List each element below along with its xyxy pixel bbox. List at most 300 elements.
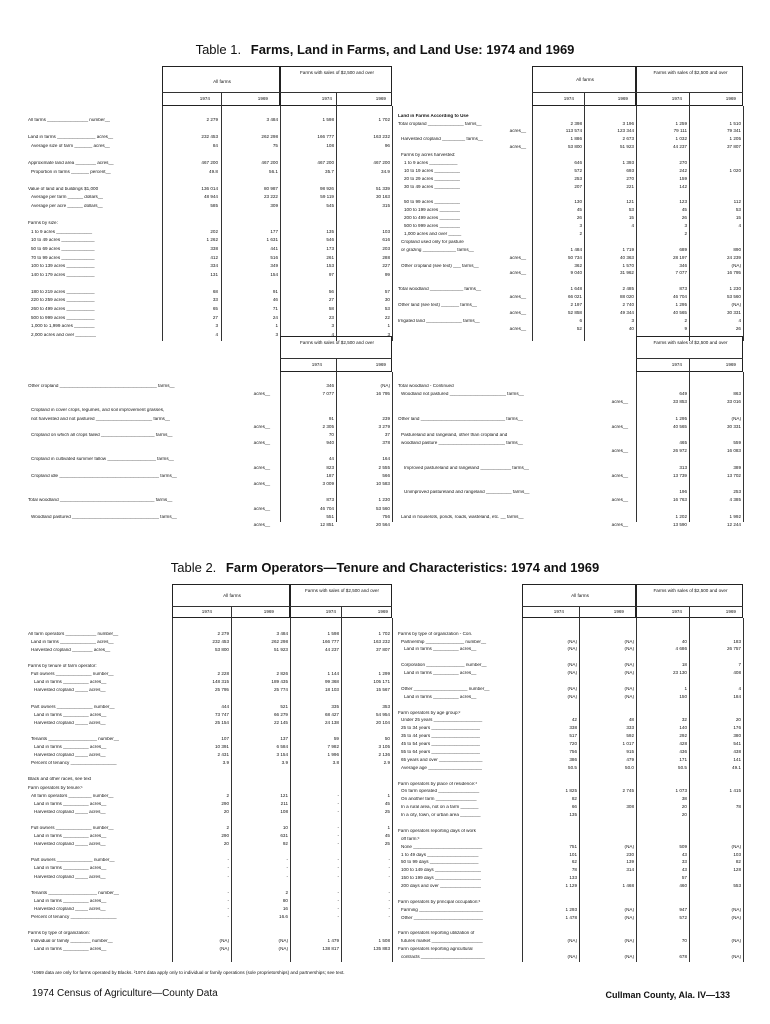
cell-value: 227 — [382, 264, 390, 269]
table-row — [28, 211, 392, 220]
cell-value: 2 136 — [378, 753, 390, 758]
cell-value: 428 — [679, 742, 687, 747]
cell-value: 107 — [221, 736, 229, 741]
row-label: Percent of tenancy __________________ — [31, 761, 117, 766]
cell-value: 646 — [574, 160, 582, 165]
cell-value: 3 154 — [276, 753, 288, 758]
row-label: All farms ________________ number__ — [28, 118, 110, 122]
cell-value: 2 — [684, 232, 687, 236]
row-label: Land in farms __________ acres__ — [34, 834, 107, 839]
cell-value: 566 — [382, 473, 390, 478]
table-row — [28, 873, 392, 881]
table-row — [398, 309, 743, 317]
table-row — [28, 760, 392, 768]
cell-value: (NA) — [219, 939, 229, 944]
cell-value: 51 923 — [273, 647, 288, 652]
table-row — [398, 199, 743, 207]
cell-value: 444 — [221, 704, 229, 709]
table-row — [398, 740, 743, 748]
table-row — [398, 207, 743, 215]
cell-value: 3.9 — [222, 761, 229, 766]
table-row — [28, 800, 392, 808]
cell-value: 3 105 — [378, 745, 390, 750]
row-label: Under 25 years ___________________ — [401, 718, 483, 723]
cell-value: 2 — [684, 318, 687, 323]
cell-value: 1 702 — [378, 118, 390, 122]
cell-value: (NA) — [624, 671, 634, 676]
cell-value: 37 807 — [375, 647, 390, 652]
table-row — [28, 398, 392, 406]
table-row — [398, 151, 743, 159]
cell-value: 756 — [382, 514, 390, 519]
cell-value: 59 119 — [320, 195, 334, 200]
row-label: 65 years and over _________________ — [401, 757, 483, 762]
cell-value: 1 — [387, 826, 390, 830]
cell-value: (NA) — [278, 939, 288, 944]
cell-value: 3 009 — [322, 482, 334, 487]
cell-value: 346 — [326, 383, 334, 388]
cell-value: 386 — [569, 757, 577, 762]
table-row — [28, 840, 392, 848]
table-row — [28, 816, 392, 824]
table-row — [398, 764, 743, 772]
cell-value: 1 295 — [675, 416, 687, 421]
year-1969: 1969 — [257, 96, 268, 101]
row-label: Pastureland and rangeland, other than cropland and — [401, 432, 508, 437]
row-label: Total woodland _____________ farms__ — [398, 287, 482, 292]
cell-value: 1 — [387, 793, 390, 798]
table-row — [28, 938, 392, 946]
cell-value: - — [337, 842, 339, 847]
cell-value: 873 — [326, 498, 334, 503]
cell-value: 2 305 — [322, 424, 334, 429]
table1-lower-left — [28, 336, 392, 526]
table-row — [28, 630, 392, 638]
table-row — [398, 278, 743, 286]
row-label: In a rural area, not on a farm _______ — [401, 805, 479, 810]
cell-value: 59 — [333, 736, 339, 741]
cell-value: (NA) — [624, 915, 634, 920]
cell-value: 3 — [684, 224, 687, 229]
cell-value: 53 — [384, 307, 390, 312]
row-label: 10 to 49 acres _____________ — [31, 238, 95, 243]
cell-value: 40 — [681, 639, 687, 644]
cell-value: - — [388, 866, 390, 871]
cell-value: (NA) — [624, 844, 634, 849]
row-label: All farm operators ____________ number__ — [28, 631, 119, 636]
cell-value: 353 — [382, 704, 390, 709]
cell-value: 7 077 — [322, 391, 334, 396]
table2-number: Table 2. — [170, 560, 217, 575]
table-row — [398, 439, 743, 447]
cell-value: 1 205 — [729, 137, 741, 142]
cell-value: 50 734 — [567, 255, 582, 260]
year-1974: 1974 — [325, 609, 336, 614]
cell-value: 1 598 — [322, 118, 334, 122]
table-row — [398, 804, 743, 812]
table-row — [398, 254, 743, 262]
cell-value: 33 853 — [672, 400, 687, 405]
cell-value: 1 295 — [675, 303, 687, 308]
table-row — [398, 270, 743, 278]
table-row — [28, 116, 392, 125]
cell-value: 678 — [679, 955, 687, 960]
cell-value: 1 017 — [622, 742, 634, 747]
table-row — [28, 889, 392, 897]
cell-value: 1 230 — [729, 287, 741, 292]
cell-value: 1 570 — [622, 263, 634, 268]
cell-value: 467 200 — [201, 160, 218, 165]
cell-value: 292 — [679, 734, 687, 739]
cell-value: (NA) — [731, 955, 741, 960]
table-row — [398, 819, 743, 827]
row-label: Land in farms __________ acres__ — [34, 866, 107, 871]
cell-value: 863 — [733, 391, 741, 396]
table-row — [398, 448, 743, 456]
year-1969: 1969 — [725, 96, 736, 101]
cell-value: - — [227, 890, 229, 895]
cell-value: 559 — [733, 441, 741, 446]
row-label: Total woodland _____________________________________ farms__ — [28, 498, 173, 503]
cell-value: (NA) — [624, 663, 634, 668]
cell-value: 290 — [221, 834, 229, 839]
cell-value: 105 171 — [373, 680, 390, 685]
cell-value: - — [337, 809, 339, 814]
row-label: acres__ — [253, 482, 270, 487]
cell-value: (NA) — [624, 694, 634, 699]
cell-value: 823 — [326, 465, 334, 470]
row-label: Part owners ______________ number__ — [31, 704, 115, 709]
table-row — [398, 191, 743, 199]
cell-value: 62 — [571, 860, 577, 865]
cell-value: 545 — [326, 203, 334, 208]
table-row — [28, 202, 392, 211]
row-label: Tenants ___________________ number__ — [31, 890, 119, 895]
row-label: 50 to 99 acres __________ — [404, 200, 460, 205]
table-row — [28, 497, 392, 505]
row-label: acres__ — [509, 129, 526, 134]
row-label: 20 to 29 acres __________ — [404, 176, 460, 181]
cell-value: 616 — [382, 238, 390, 243]
cell-value: 141 — [733, 757, 741, 762]
table-row — [398, 843, 743, 851]
cell-value: 270 — [626, 176, 634, 181]
cell-value: 1 032 — [675, 137, 687, 142]
cell-value: 49 344 — [619, 310, 634, 315]
cell-value: 66 — [571, 805, 577, 810]
row-label: Other cropland ______________________________________ farms__ — [28, 383, 175, 388]
cell-value: 4 686 — [675, 647, 687, 652]
row-label: Corporation _______________ number__ — [401, 663, 487, 668]
cell-value: 1 415 — [729, 789, 741, 794]
table-row — [28, 897, 392, 905]
cell-value: (NA) — [219, 947, 229, 952]
row-label: Average age _____________________ — [401, 765, 482, 770]
cell-value: 315 — [382, 203, 390, 208]
year-1969: 1969 — [617, 96, 628, 101]
table-row — [28, 946, 392, 954]
cell-value: 99 — [384, 272, 390, 277]
table-row — [28, 185, 392, 194]
cell-value: 18 103 — [324, 688, 339, 693]
cell-value: 24 — [272, 315, 278, 320]
row-label: Land in farms __________ acres__ — [34, 898, 107, 903]
row-label: Average per farm ______ dollars__ — [31, 195, 103, 200]
row-label: Woodland not pastured ______________________ farms__ — [401, 391, 524, 396]
cell-value: 3.9 — [281, 761, 288, 766]
table-row — [28, 743, 392, 751]
cell-value: 308 — [626, 805, 634, 810]
row-label: acres__ — [509, 145, 526, 150]
table-row — [28, 382, 392, 390]
cell-value: (NA) — [731, 907, 741, 912]
cell-value: 42 — [571, 718, 577, 723]
cell-value: - — [337, 866, 339, 871]
cell-value: (NA) — [731, 844, 741, 849]
table-row — [28, 464, 392, 472]
cell-value: - — [337, 890, 339, 895]
year-1969: 1969 — [375, 362, 386, 367]
row-label: 100 to 149 days __________________ — [401, 868, 481, 873]
row-label: acres__ — [611, 473, 628, 478]
cell-value: 103 — [733, 852, 741, 857]
cell-value: - — [337, 801, 339, 806]
cell-value: 187 — [326, 473, 334, 478]
cell-value: 23 222 — [263, 195, 278, 200]
cell-value: 31 962 — [619, 271, 634, 276]
table-row — [398, 301, 743, 309]
row-label: Percent of tenancy __________________ — [31, 915, 117, 920]
year-1974: 1974 — [671, 609, 682, 614]
cell-value: 112 — [733, 200, 741, 205]
table-row — [28, 150, 392, 159]
cell-value: 1 992 — [729, 514, 741, 519]
row-label: Average per acre ______ dollars__ — [31, 203, 103, 208]
cell-value: 44 237 — [672, 145, 687, 150]
cell-value: 25 — [384, 809, 390, 814]
cell-value: 45 — [681, 208, 687, 213]
cell-value: (NA) — [567, 671, 577, 676]
table-row — [28, 314, 392, 323]
cell-value: 26 — [735, 326, 741, 331]
table-row — [398, 756, 743, 764]
cell-value: - — [227, 915, 229, 920]
table-row — [398, 788, 743, 796]
cell-value: 40 363 — [619, 255, 634, 260]
cell-value: 261 — [326, 255, 334, 260]
table-row — [398, 472, 743, 480]
cell-value: 7 — [738, 663, 741, 668]
cell-value: 334 — [210, 264, 218, 269]
cell-value: 4 — [738, 686, 741, 691]
cell-value: 3 484 — [276, 631, 288, 636]
cell-value: 1 648 — [570, 287, 582, 292]
cell-value: 1 259 — [675, 121, 687, 126]
cell-value: 196 — [679, 490, 687, 495]
table-row — [28, 792, 392, 800]
cell-value: 10 583 — [375, 482, 390, 487]
table-row — [28, 646, 392, 654]
cell-value: 20 — [223, 809, 229, 814]
row-label: 140 to 179 acres ___________ — [31, 272, 95, 277]
table-row — [28, 768, 392, 776]
year-1974: 1974 — [311, 362, 322, 367]
cell-value: 309 — [270, 203, 278, 208]
cell-value: 1 508 — [378, 939, 390, 944]
cell-value: 585 — [210, 203, 218, 208]
cell-value: 164 — [382, 457, 390, 462]
cell-value: 23 130 — [672, 671, 687, 676]
table2-left-rows — [28, 630, 392, 954]
cell-value: 649 — [679, 391, 687, 396]
table-row — [398, 859, 743, 867]
cell-value: 57 — [384, 289, 390, 294]
row-label: Land in farms __________ acres__ — [34, 745, 107, 750]
cell-value: 1 479 — [327, 939, 339, 944]
table-row — [28, 670, 392, 678]
cell-value: 20 — [735, 718, 741, 723]
cell-value: 16 — [282, 906, 288, 911]
table1-lower-left-rows — [28, 382, 392, 529]
table-row — [28, 929, 392, 937]
row-label: acres__ — [253, 522, 270, 527]
cell-value: 10 — [282, 826, 288, 830]
cell-value: 1 230 — [378, 498, 390, 503]
cell-value: 2 279 — [217, 631, 229, 636]
cell-value: 6 584 — [276, 745, 288, 750]
cell-value: 78 — [571, 868, 577, 873]
row-label: or grazing _____________ farms__ — [401, 247, 474, 252]
table-row — [28, 407, 392, 415]
row-label: 180 to 219 acres ___________ — [31, 289, 95, 294]
cell-value: 52 858 — [567, 310, 582, 315]
cell-value: 12 851 — [319, 522, 334, 527]
cell-value: 33 016 — [726, 400, 741, 405]
cell-value: 689 — [679, 247, 687, 252]
cell-value: 37 — [384, 432, 390, 437]
cell-value: 203 — [382, 246, 390, 251]
table-row — [28, 654, 392, 662]
cell-value: 2 431 — [217, 753, 229, 758]
cell-value: 70 — [328, 432, 334, 437]
cell-value: 33 — [681, 860, 687, 865]
row-label: Woodland pastured __________________________________ farms__ — [31, 514, 177, 519]
cell-value: 693 — [626, 168, 634, 173]
table2-footnote: ¹1969 data are only for farms operated by Blacks. ²1974 data apply only to individual or family operations (sole proprietorships) and partnerships; see text. — [32, 970, 345, 975]
cell-value: 1 598 — [327, 631, 339, 636]
cell-value: - — [227, 906, 229, 911]
cell-value: 553 — [733, 884, 741, 889]
cell-value: - — [337, 793, 339, 798]
table2-right — [398, 584, 743, 964]
cell-value: 2 197 — [570, 303, 582, 308]
cell-value: 940 — [326, 441, 334, 446]
row-label: Harvested cropland _________ farms__ — [401, 137, 483, 142]
cell-value: 1 886 — [570, 137, 582, 142]
header-all-farms: All farms — [223, 593, 241, 598]
cell-value: 148 315 — [212, 680, 229, 685]
table-row — [28, 456, 392, 464]
table-row — [398, 464, 743, 472]
cell-value: 15 — [735, 216, 741, 221]
row-label: On another farm ________________ — [401, 797, 477, 802]
cell-value: 338 — [569, 726, 577, 731]
table-row — [28, 751, 392, 759]
table-row — [28, 142, 392, 151]
cell-value: 37 807 — [726, 145, 741, 150]
cell-value: 166 777 — [317, 135, 334, 140]
table-row — [28, 735, 392, 743]
cell-value: (NA) — [731, 939, 741, 944]
cell-value: 177 — [270, 229, 278, 234]
row-label: Harvested cropland _____ acres__ — [34, 720, 106, 725]
row-label: Other _____________________ number__ — [401, 686, 490, 691]
row-label: acres__ — [253, 465, 270, 470]
cell-value: 16 795 — [375, 391, 390, 396]
year-1969: 1969 — [375, 96, 386, 101]
table-row — [28, 921, 392, 929]
table-row — [28, 824, 392, 832]
cell-value: 2 740 — [622, 303, 634, 308]
cell-value: 1 202 — [675, 514, 687, 519]
cell-value: 108 — [326, 143, 334, 148]
cell-value: 756 — [569, 750, 577, 754]
table-row — [398, 136, 743, 144]
table-row — [398, 423, 743, 431]
table-row — [28, 305, 392, 314]
row-label: Approximate land area ________ acres__ — [28, 160, 114, 165]
row-label: Harvested cropland _____ acres__ — [34, 753, 106, 758]
cell-value: 53 — [628, 208, 634, 213]
row-label: acres__ — [611, 424, 628, 429]
table-row — [28, 472, 392, 480]
year-1974: 1974 — [553, 609, 564, 614]
cell-value: 66 279 — [273, 712, 288, 717]
row-label: 500 to 999 acres ___________ — [31, 315, 95, 320]
cell-value: - — [388, 906, 390, 911]
row-label: Cropland on which all crops failed _____________________ farms__ — [31, 432, 173, 437]
table-row — [398, 867, 743, 875]
table-row — [398, 286, 743, 294]
cell-value: - — [227, 858, 229, 863]
row-label: On farm operated ________________ — [401, 789, 480, 794]
cell-value: 108 — [280, 809, 288, 814]
table-row — [28, 480, 392, 488]
cell-value: 68 — [212, 289, 218, 294]
row-label: 70 to 99 acres _____________ — [31, 255, 95, 260]
row-label: 50 to 99 days ___________________ — [401, 860, 479, 865]
row-label: acres__ — [253, 391, 270, 396]
row-label: Farm operators by principal occupation:³ — [398, 899, 481, 904]
row-label: Farm operators by age group:² — [398, 710, 461, 715]
cell-value: 253 — [574, 176, 582, 181]
table-row — [28, 279, 392, 288]
header-sales: Farms with sales of $2,500 and over — [653, 70, 728, 75]
cell-value: (NA) — [567, 647, 577, 652]
table-row — [28, 638, 392, 646]
header-sales: Farms with sales of $2,500 and over — [299, 340, 375, 345]
cell-value: 71 — [272, 307, 278, 312]
table-row — [28, 423, 392, 431]
row-label: acres__ — [253, 506, 270, 511]
cell-value: 202 — [210, 229, 218, 234]
cell-value: 68 427 — [324, 712, 339, 717]
table-row — [398, 796, 743, 804]
cell-value: (NA) — [624, 686, 634, 691]
row-label: Total cropland ______________ farms__ — [398, 121, 482, 126]
cell-value: 176 — [733, 726, 741, 731]
cell-value: 163 232 — [373, 135, 390, 140]
